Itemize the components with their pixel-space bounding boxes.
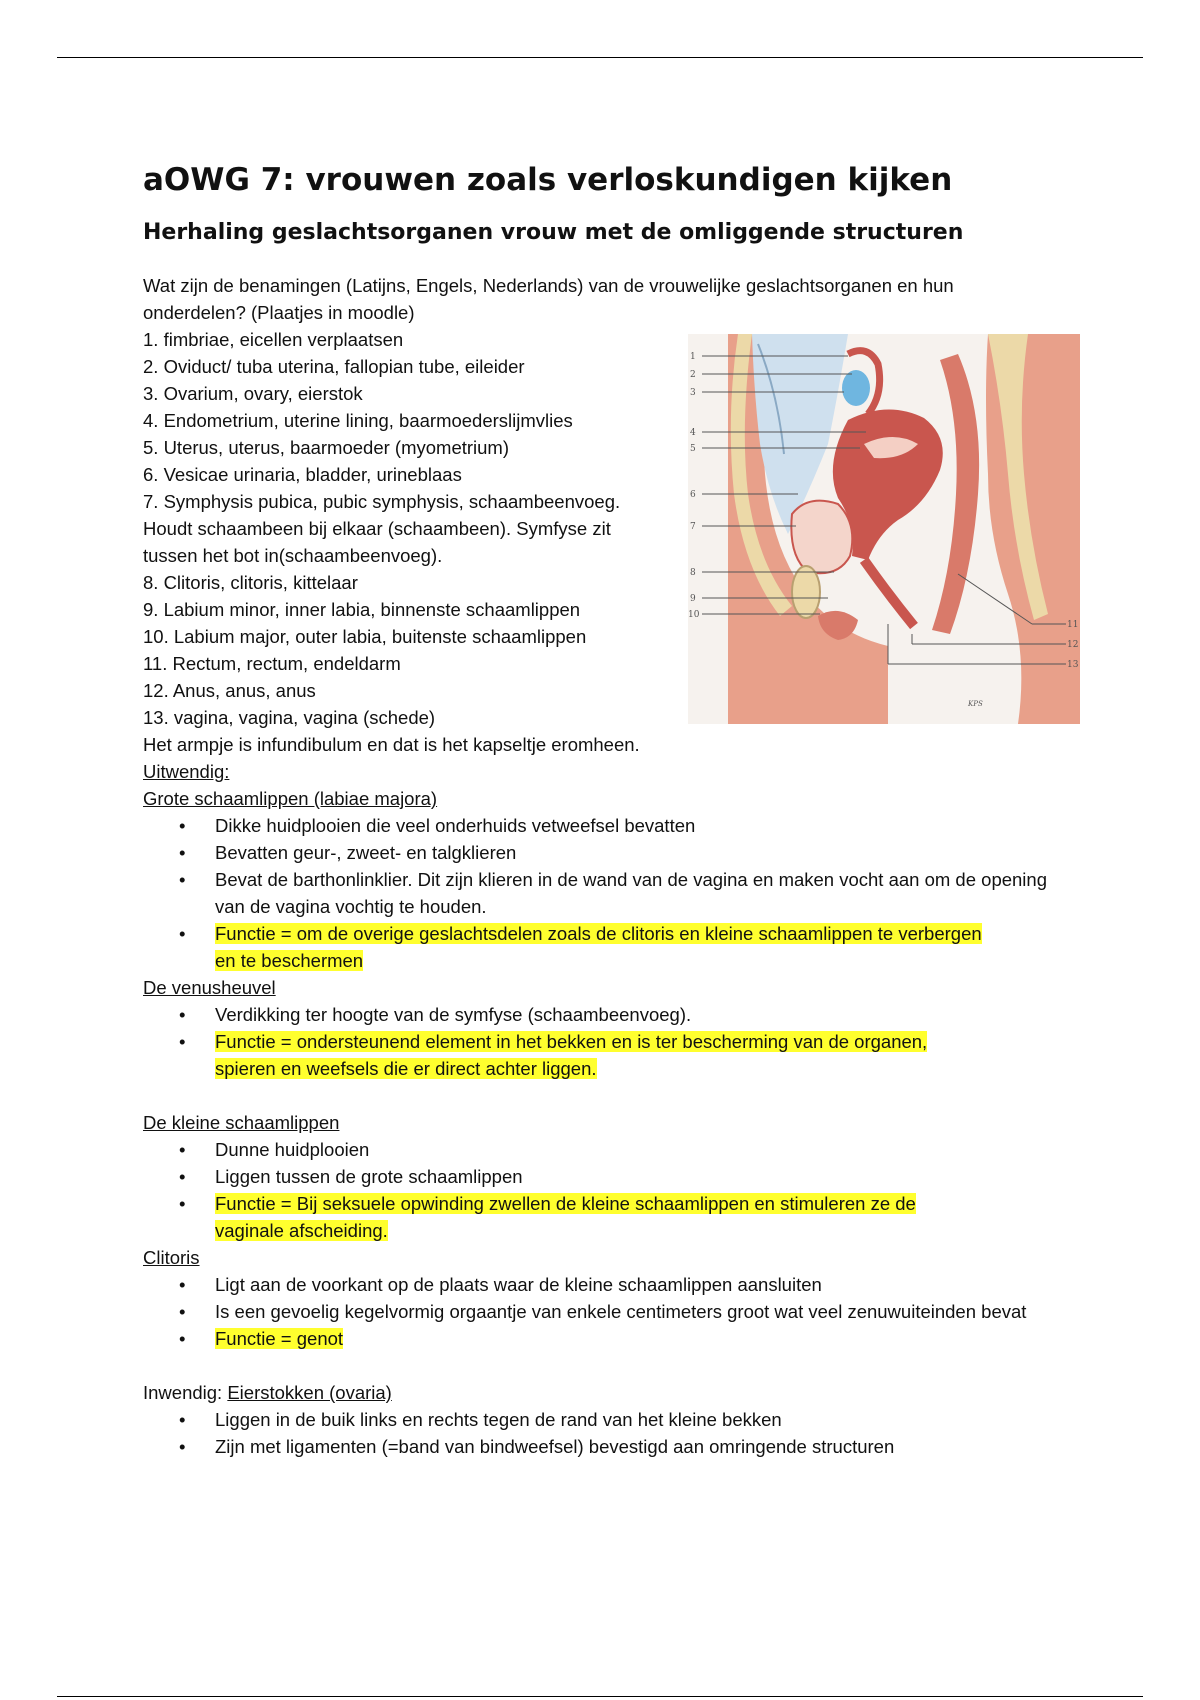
list-item: tussen het bot in(schaambeenvoeg).	[143, 545, 443, 566]
section-external-heading: Uitwendig:	[143, 761, 230, 782]
figure-label: 6	[690, 490, 696, 500]
highlighted-text: Functie = om de overige geslachtsdelen zoals de clitoris en kleine schaamlippen te verbergen	[215, 923, 982, 944]
kleine-schaamlippen-heading: De kleine schaamlippen	[143, 1112, 340, 1133]
list-item: 2. Oviduct/ tuba uterina, fallopian tube, eileider	[143, 356, 525, 377]
figure-label: 1	[690, 352, 696, 362]
list-item: 12. Anus, anus, anus	[143, 680, 316, 701]
document-subtitle: Herhaling geslachtsorganen vrouw met de omliggende structuren	[143, 220, 964, 245]
eierstokken-heading: Eierstokken (ovaria)	[227, 1382, 392, 1403]
figure-label: 3	[690, 388, 696, 398]
list-item: 5. Uterus, uterus, baarmoeder (myometrium)	[143, 437, 510, 458]
list-item: 13. vagina, vagina, vagina (schede)	[143, 707, 436, 728]
list-item: 7. Symphysis pubica, pubic symphysis, schaambeenvoeg.	[143, 491, 621, 512]
list-item: • Is een gevoelig kegelvormig orgaantje van enkele centimeters groot wat veel zenuwuiteinden bevat	[215, 1298, 1063, 1325]
figure-label: 7	[690, 522, 696, 532]
eierstokken-list	[143, 1406, 1063, 1460]
highlighted-text: Functie = ondersteunend element in het bekken en is ter bescherming van de organen,	[215, 1031, 928, 1052]
function-item	[215, 920, 1063, 974]
highlighted-text: Functie = genot	[215, 1328, 344, 1349]
figure-label: 2	[690, 370, 696, 380]
list-item: 1. fimbriae, eicellen verplaatsen	[143, 329, 404, 350]
figure-label: 13	[1067, 660, 1079, 670]
ovary-shape	[842, 370, 870, 406]
footer-rule	[57, 1696, 1143, 1697]
list-item: • Dunne huidplooien	[215, 1136, 1063, 1163]
pubic-symphysis-shape	[792, 566, 820, 618]
highlighted-text: en te beschermen	[215, 950, 364, 971]
list-item: • Verdikking ter hoogte van de symfyse (schaambeenvoeg).	[215, 1001, 1063, 1028]
list-item: 6. Vesicae urinaria, bladder, urineblaas	[143, 464, 462, 485]
infundibulum-note: Het armpje is infundibulum en dat is het kapseltje eromheen.	[143, 734, 640, 755]
list-item: 9. Labium minor, inner labia, binnenste schaamlippen	[143, 599, 581, 620]
list-item: • Bevat de barthonlinklier. Dit zijn klieren in de wand van de vagina en maken vocht aan om de opening van de vagina vochtig te houden.	[215, 866, 1063, 920]
clitoris-list	[143, 1271, 1063, 1352]
function-item	[215, 1028, 1063, 1082]
list-item: 10. Labium major, outer labia, buitenste schaamlippen	[143, 626, 587, 647]
document-title: aOWG 7: vrouwen zoals verloskundigen kijken	[143, 162, 953, 198]
inwendig-line	[143, 1379, 1063, 1406]
list-item: • Bevatten geur-, zweet- en talgklieren	[215, 839, 1063, 866]
list-item: 3. Ovarium, ovary, eierstok	[143, 383, 363, 404]
list-item: 8. Clitoris, clitoris, kittelaar	[143, 572, 358, 593]
list-item: Houdt schaambeen bij elkaar (schaambeen). Symfyse zit	[143, 518, 611, 539]
highlighted-text: vaginale afscheiding.	[215, 1220, 388, 1241]
figure-label: 12	[1067, 640, 1079, 650]
list-item: • Ligt aan de voorkant op de plaats waar de kleine schaamlippen aansluiten	[215, 1271, 1063, 1298]
header-rule	[57, 57, 1143, 58]
function-item	[215, 1190, 1063, 1244]
venusheuvel-heading: De venusheuvel	[143, 977, 276, 998]
intro-line: onderdelen? (Plaatjes in moodle)	[143, 302, 415, 323]
highlighted-text: spieren en weefsels die er direct achter liggen.	[215, 1058, 597, 1079]
clitoris-heading: Clitoris	[143, 1247, 200, 1268]
spacer	[143, 1082, 1063, 1109]
bladder-shape	[791, 501, 852, 574]
list-item: • Liggen in de buik links en rechts tegen de rand van het kleine bekken	[215, 1406, 1063, 1433]
spacer	[143, 1352, 1063, 1379]
intro-line: Wat zijn de benamingen (Latijns, Engels, Nederlands) van de vrouwelijke geslachtsorganen en hun	[143, 275, 954, 296]
list-item: 4. Endometrium, uterine lining, baarmoederslijmvlies	[143, 410, 573, 431]
function-item	[215, 1325, 1063, 1352]
inwendig-label: Inwendig:	[143, 1382, 223, 1403]
list-item: • Dikke huidplooien die veel onderhuids vetweefsel bevatten	[215, 812, 1063, 839]
grote-schaamlippen-list	[143, 812, 1063, 974]
list-item: • Liggen tussen de grote schaamlippen	[215, 1163, 1063, 1190]
highlighted-text: Functie = Bij seksuele opwinding zwellen de kleine schaamlippen en stimuleren ze de	[215, 1193, 916, 1214]
figure-label: 5	[690, 444, 696, 454]
grote-schaamlippen-heading: Grote schaamlippen (labiae majora)	[143, 788, 438, 809]
figure-signature: KPS	[968, 700, 983, 708]
anatomy-illustration	[688, 334, 1080, 724]
venusheuvel-list	[143, 1001, 1063, 1082]
list-item: • Zijn met ligamenten (=band van bindweefsel) bevestigd aan omringende structuren	[215, 1433, 1063, 1460]
list-item: 11. Rectum, rectum, endeldarm	[143, 653, 401, 674]
kleine-schaamlippen-list	[143, 1136, 1063, 1244]
figure-label: 4	[690, 428, 696, 438]
figure-label: 9	[690, 594, 696, 604]
figure-label: 10	[688, 610, 700, 620]
figure-label: 11	[1067, 620, 1079, 630]
figure-label: 8	[690, 568, 696, 578]
